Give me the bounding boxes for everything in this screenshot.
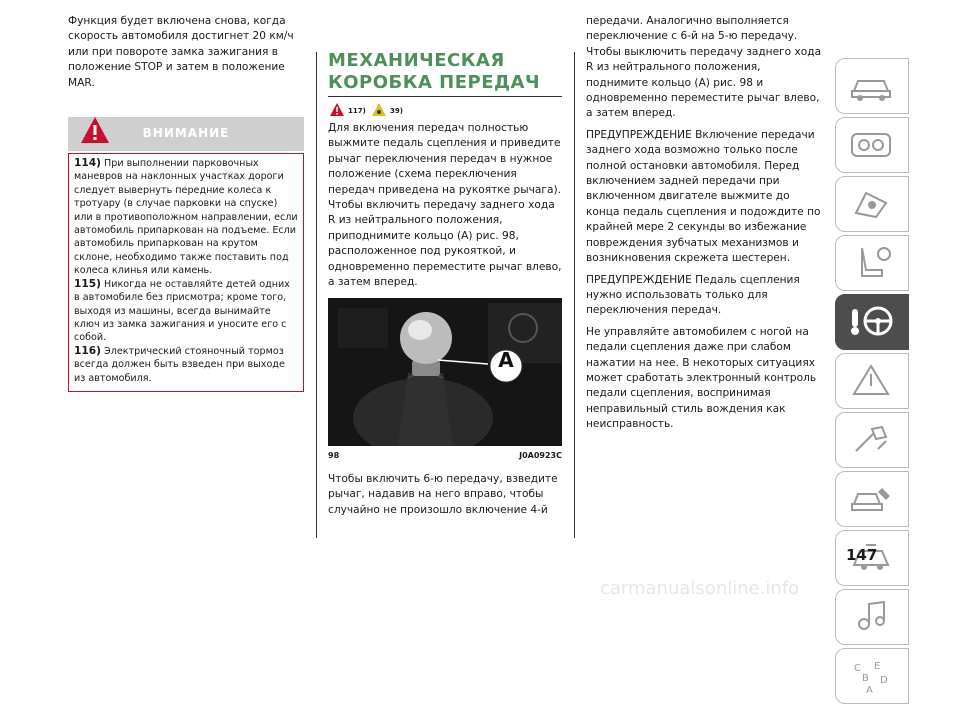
warning-item bbox=[74, 345, 298, 385]
figure-caption bbox=[328, 448, 562, 463]
tab-seat[interactable] bbox=[835, 235, 909, 291]
paragraph-1: передачи. Аналогично выполняется переключение с 6-й на 5-ю передачу. bbox=[586, 15, 798, 43]
tab-dashboard[interactable] bbox=[835, 117, 909, 173]
seat-icon bbox=[846, 242, 896, 282]
svg-text:E: E bbox=[874, 661, 881, 672]
warning-item bbox=[74, 157, 298, 278]
section-title bbox=[328, 50, 562, 94]
column-2 bbox=[328, 50, 562, 518]
tab-emergency[interactable] bbox=[835, 412, 909, 468]
car-repair-icon bbox=[846, 478, 896, 518]
column-divider-1 bbox=[316, 52, 317, 538]
intro-paragraph: Функция будет включена снова, когда скорость автомобиля достигнет 20 км/ч или при повороте замка зажигания в положение STOP и затем в положение MAR. bbox=[68, 15, 294, 89]
svg-text:D: D bbox=[880, 675, 888, 686]
tab-driving[interactable] bbox=[835, 294, 909, 350]
warning-text: При выполнении парковочных маневров на наклонных участках дороги следует вывернуть передние колеса к тротуару (в случае парковки на спуске) или в противоположном направлении, если автомобиль припаркован на подъеме. Если автомобиль припаркован на крутом склоне, необходимо также поставить под колеса клинья или камень. bbox=[74, 158, 298, 277]
warning-header bbox=[68, 117, 304, 151]
column-3 bbox=[586, 14, 822, 433]
paragraph-2: Чтобы включить передачу заднего хода R из нейтрального положения, приподнимите кольцо (A) рис. 98, расположенное под рукояткой, и одновременно переместите рычаг влево, а затем вперед. bbox=[328, 199, 562, 289]
paragraph-2: Чтобы выключить передачу заднего хода R из нейтрального положения, поднимите кольцо (A) рис. 98 и одновременно переместите рычаг влево, а затем вперед. bbox=[586, 45, 822, 120]
figure-code: J0A0923C bbox=[519, 451, 562, 461]
note-ref-1: 117) bbox=[348, 107, 366, 115]
tab-maintenance[interactable] bbox=[835, 471, 909, 527]
gear-lever-image bbox=[328, 298, 562, 446]
tools-icon bbox=[846, 419, 896, 459]
page-number: 147 bbox=[846, 546, 878, 564]
warning-text: Никогда не оставляйте детей одних в автомобиле без присмотра; кроме того, выходя из машины, всегда вынимайте ключ из замка зажигания и уносите его с собой. bbox=[74, 278, 290, 344]
tab-car[interactable] bbox=[835, 58, 909, 114]
column-1 bbox=[68, 14, 304, 392]
tab-warning[interactable] bbox=[835, 353, 909, 409]
section-title-line-2: КОРОБКА ПЕРЕДАЧ bbox=[328, 72, 540, 93]
note-ref-2: 39) bbox=[390, 107, 403, 115]
index-icon bbox=[846, 655, 896, 695]
tab-safety[interactable] bbox=[835, 176, 909, 232]
section-title-line-1: МЕХАНИЧЕСКАЯ bbox=[328, 50, 505, 71]
paragraph-5: Не управляйте автомобилем с ногой на педали сцепления даже при слабом нажатии на нее. В некоторых ситуациях может сработать электронный контроль педали сцепления, воспринимая неправильный стиль вождения как неисправность. bbox=[586, 325, 817, 431]
warning-number: 114) bbox=[74, 157, 101, 170]
figure-number: 98 bbox=[328, 451, 340, 461]
svg-text:B: B bbox=[862, 673, 869, 684]
tab-index[interactable] bbox=[835, 648, 909, 704]
svg-text:A: A bbox=[866, 685, 873, 695]
warning-box bbox=[68, 153, 304, 392]
warning-title: ВНИМАНИЕ bbox=[142, 126, 230, 141]
column-divider-2 bbox=[574, 52, 575, 538]
svg-text:C: C bbox=[854, 663, 861, 674]
paragraph-1: Для включения передач полностью выжмите педаль сцепления и приведите рычаг переключения передач в нужное положение (схема переключения передач приведена на рукоятке рычага). bbox=[328, 122, 561, 196]
tab-multimedia[interactable] bbox=[835, 589, 909, 645]
warning-number: 115) bbox=[74, 277, 101, 290]
key-steering-wheel-icon bbox=[846, 301, 896, 341]
warning-paragraph-2: ПРЕДУПРЕЖДЕНИЕ Педаль сцепления нужно использовать только для переключения передач. bbox=[586, 273, 800, 317]
chapter-tabs bbox=[835, 58, 909, 707]
warning-item bbox=[74, 278, 298, 345]
car-icon bbox=[846, 65, 896, 105]
warning-small-icon bbox=[330, 103, 344, 116]
warning-icon bbox=[846, 360, 896, 400]
attention-small-icon bbox=[372, 103, 386, 116]
figure-label-a: A bbox=[498, 348, 514, 373]
dashboard-icon bbox=[846, 124, 896, 164]
paragraph-3: Чтобы включить 6-ю передачу, взведите рычаг, надавив на него вправо, чтобы случайно не произошло включение 4-й bbox=[328, 472, 558, 516]
warning-number: 116) bbox=[74, 344, 101, 357]
note-references bbox=[328, 101, 562, 119]
warning-paragraph-1: ПРЕДУПРЕЖДЕНИЕ Включение передачи заднего хода возможно только после полной остановки автомобиля. Перед включением задней передачи при включенном двигателе выжмите до конца педаль сцепления и подождите по крайней мере 2 секунды во избежание повреждения зубчатых механизмов и возникновения скрежета шестерен. bbox=[586, 128, 821, 265]
warning-text: Электрический стояночный тормоз всегда должен быть взведен при выходе из автомобиля. bbox=[74, 345, 285, 384]
watermark: carmanualsonline.info bbox=[600, 578, 800, 599]
multimedia-icon bbox=[846, 596, 896, 636]
gear-lever-figure bbox=[328, 298, 562, 446]
title-rule bbox=[328, 96, 562, 97]
safety-icon bbox=[846, 183, 896, 223]
